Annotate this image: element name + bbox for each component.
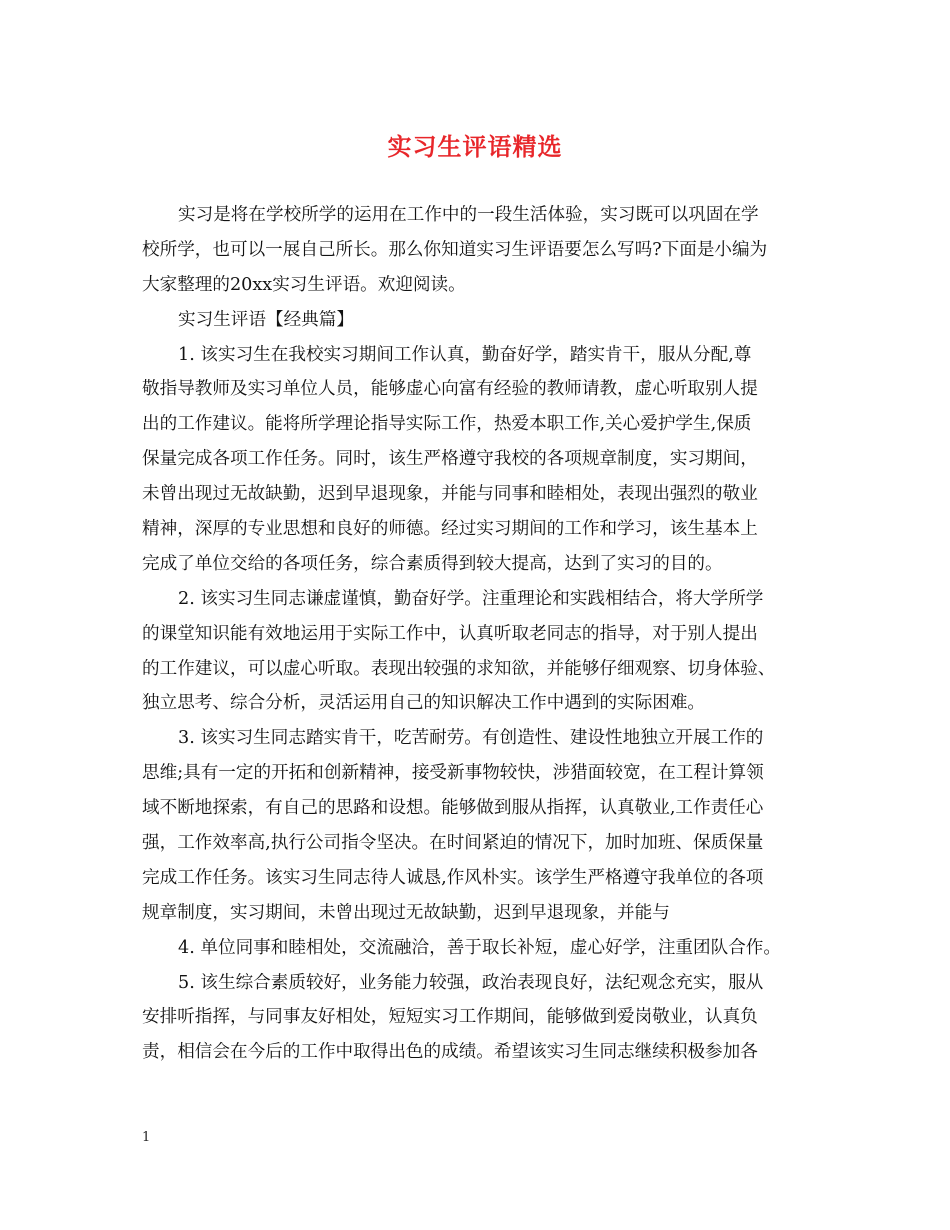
page-number: 1	[142, 1130, 151, 1145]
paragraph-line: 思维;具有一定的开拓和创新精神，接受新事物较快，涉猎面较宽，在工程计算领	[142, 763, 764, 784]
paragraph-line: 独立思考、综合分析，灵活运用自己的知识解决工作中遇到的实际困难。	[142, 693, 706, 714]
paragraph-line: 3. 该实习生同志踏实肯干，吃苦耐劳。有创造性、建设性地独立开展工作的	[178, 728, 764, 749]
paragraph-line: 的工作建议，可以虚心听取。表现出较强的求知欲，并能够仔细观察、切身体验、	[142, 658, 776, 679]
paragraph-line: 保量完成各项工作任务。同时，该生严格遵守我校的各项规章制度，实习期间，	[142, 449, 758, 470]
paragraph-line: 1. 该实习生在我校实习期间工作认真，勤奋好学，踏实肯干，服从分配,尊	[178, 344, 752, 365]
paragraph-line: 未曾出现过无故缺勤，迟到早退现象，并能与同事和睦相处，表现出强烈的敬业	[142, 484, 758, 505]
paragraph-line: 的课堂知识能有效地运用于实际工作中，认真听取老同志的指导，对于别人提出	[142, 623, 758, 644]
paragraph-line: 校所学，也可以一展自己所长。那么你知道实习生评语要怎么写吗?下面是小编为	[142, 239, 768, 260]
document-body	[142, 198, 812, 1070]
paragraph-line: 敬指导教师及实习单位人员，能够虚心向富有经验的教师请教，虚心听取别人提	[142, 379, 758, 400]
paragraph-line: 完成工作任务。该实习生同志待人诚恳,作风朴实。该学生严格遵守我单位的各项	[142, 867, 764, 888]
paragraph-line: 2. 该实习生同志谦虚谨慎，勤奋好学。注重理论和实践相结合，将大学所学	[178, 588, 764, 609]
paragraph-line: 精神，深厚的专业思想和良好的师德。经过实习期间的工作和学习，该生基本上	[142, 519, 758, 540]
paragraph-line: 4. 单位同事和睦相处，交流融洽，善于取长补短，虚心好学，注重团队合作。	[178, 937, 781, 958]
paragraph-line: 安排听指挥，与同事友好相处，短短实习工作期间，能够做到爱岗敬业，认真负	[142, 1007, 758, 1028]
paragraph-line: 规章制度，实习期间，未曾出现过无故缺勤，迟到早退现象，并能与	[142, 902, 670, 923]
section-heading: 实习生评语【经典篇】	[178, 309, 354, 330]
paragraph-line: 域不断地探索，有自己的思路和设想。能够做到服从指挥，认真敬业,工作责任心	[142, 798, 764, 819]
page-title: 实习生评语精选	[387, 132, 563, 161]
paragraph-line: 强，工作效率高,执行公司指令坚决。在时间紧迫的情况下，加时加班、保质保量	[142, 833, 764, 854]
paragraph-line: 大家整理的20xx实习生评语。欢迎阅读。	[142, 274, 466, 295]
paragraph-line: 完成了单位交给的各项任务，综合素质得到较大提高，达到了实习的目的。	[142, 553, 723, 574]
paragraph-line: 责，相信会在今后的工作中取得出色的成绩。希望该实习生同志继续积极参加各	[142, 1042, 758, 1063]
paragraph-line: 出的工作建议。能将所学理论指导实际工作，热爱本职工作,关心爱护学生,保质	[142, 414, 752, 435]
paragraph-line: 5. 该生综合素质较好，业务能力较强，政治表现良好，法纪观念充实，服从	[178, 972, 764, 993]
paragraph-line: 实习是将在学校所学的运用在工作中的一段生活体验，实习既可以巩固在学	[178, 205, 759, 225]
